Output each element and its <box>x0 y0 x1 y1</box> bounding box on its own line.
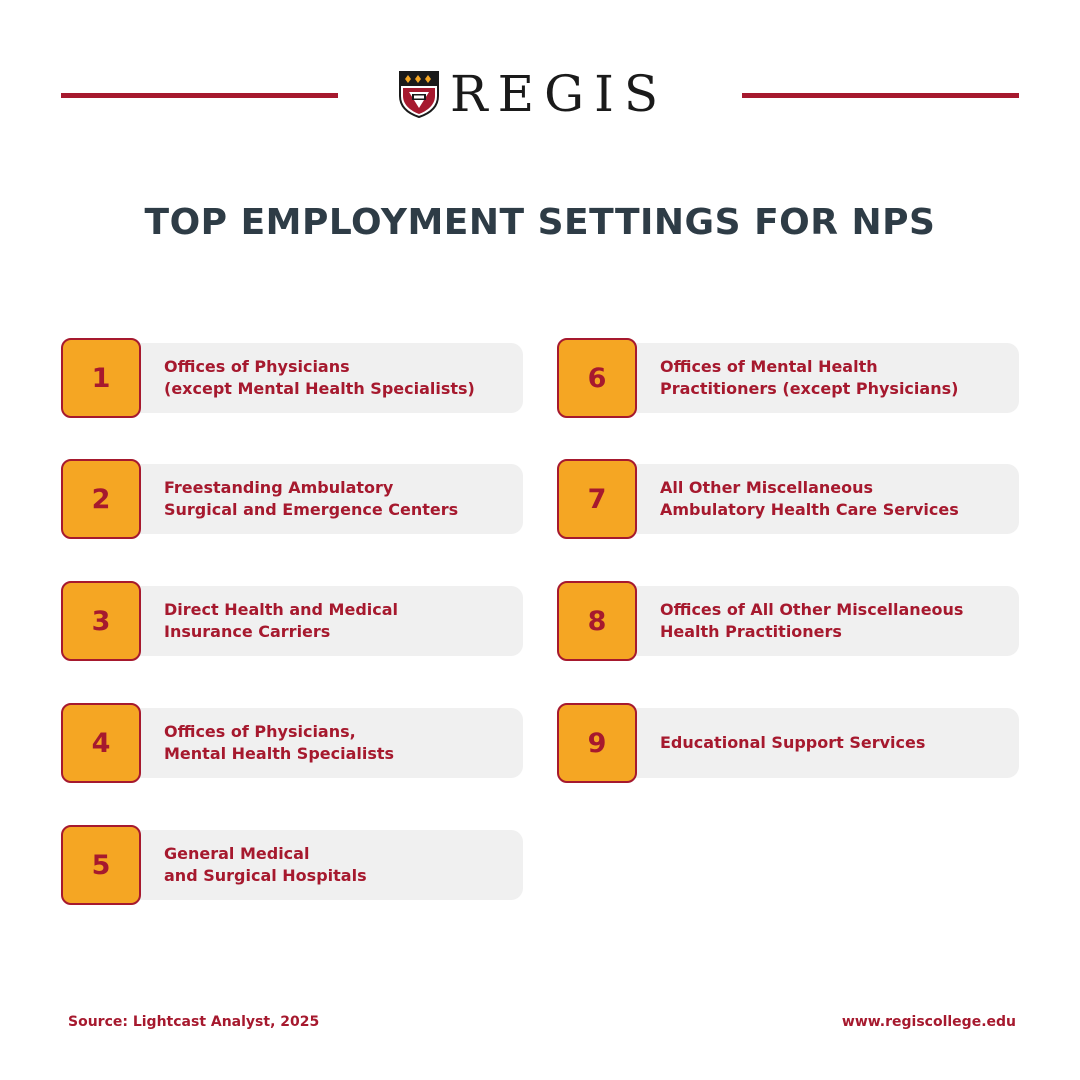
rank-badge: 4 <box>61 703 141 783</box>
setting-item-3 <box>61 581 523 661</box>
setting-label: Offices of Mental Health Practitioners (except Physicians) <box>660 357 959 398</box>
regis-crest-icon <box>398 70 440 118</box>
rank-badge: 8 <box>557 581 637 661</box>
setting-label: Offices of All Other Miscellaneous Health Practitioners <box>660 600 964 641</box>
setting-item-7 <box>557 459 1019 539</box>
setting-item-1 <box>61 338 523 418</box>
header-divider-left <box>61 93 338 98</box>
setting-item-8 <box>557 581 1019 661</box>
rank-badge: 5 <box>61 825 141 905</box>
source-note: Source: Lightcast Analyst, 2025 <box>68 1014 320 1030</box>
setting-label: Offices of Physicians (except Mental Health Specialists) <box>164 357 475 398</box>
rank-badge: 6 <box>557 338 637 418</box>
setting-item-5 <box>61 825 523 905</box>
setting-label: General Medical and Surgical Hospitals <box>164 844 367 885</box>
website-link[interactable]: www.regiscollege.edu <box>841 1014 1016 1030</box>
header-divider-right <box>742 93 1019 98</box>
rank-badge: 2 <box>61 459 141 539</box>
setting-item-2 <box>61 459 523 539</box>
setting-item-9 <box>557 703 1019 783</box>
rank-badge: 9 <box>557 703 637 783</box>
rank-badge: 3 <box>61 581 141 661</box>
setting-label: All Other Miscellaneous Ambulatory Health Care Services <box>660 478 959 519</box>
rank-badge: 1 <box>61 338 141 418</box>
setting-label: Educational Support Services <box>660 733 926 752</box>
regis-logo[interactable] <box>398 65 688 123</box>
setting-label: Direct Health and Medical Insurance Carriers <box>164 600 399 641</box>
setting-item-6 <box>557 338 1019 418</box>
rank-badge: 7 <box>557 459 637 539</box>
brand-name: REGIS <box>450 65 669 123</box>
setting-item-4 <box>61 703 523 783</box>
page-title: TOP EMPLOYMENT SETTINGS FOR NPS <box>144 202 936 243</box>
setting-label: Offices of Physicians, Mental Health Specialists <box>164 722 395 763</box>
setting-label: Freestanding Ambulatory Surgical and Emergence Centers <box>164 478 459 519</box>
